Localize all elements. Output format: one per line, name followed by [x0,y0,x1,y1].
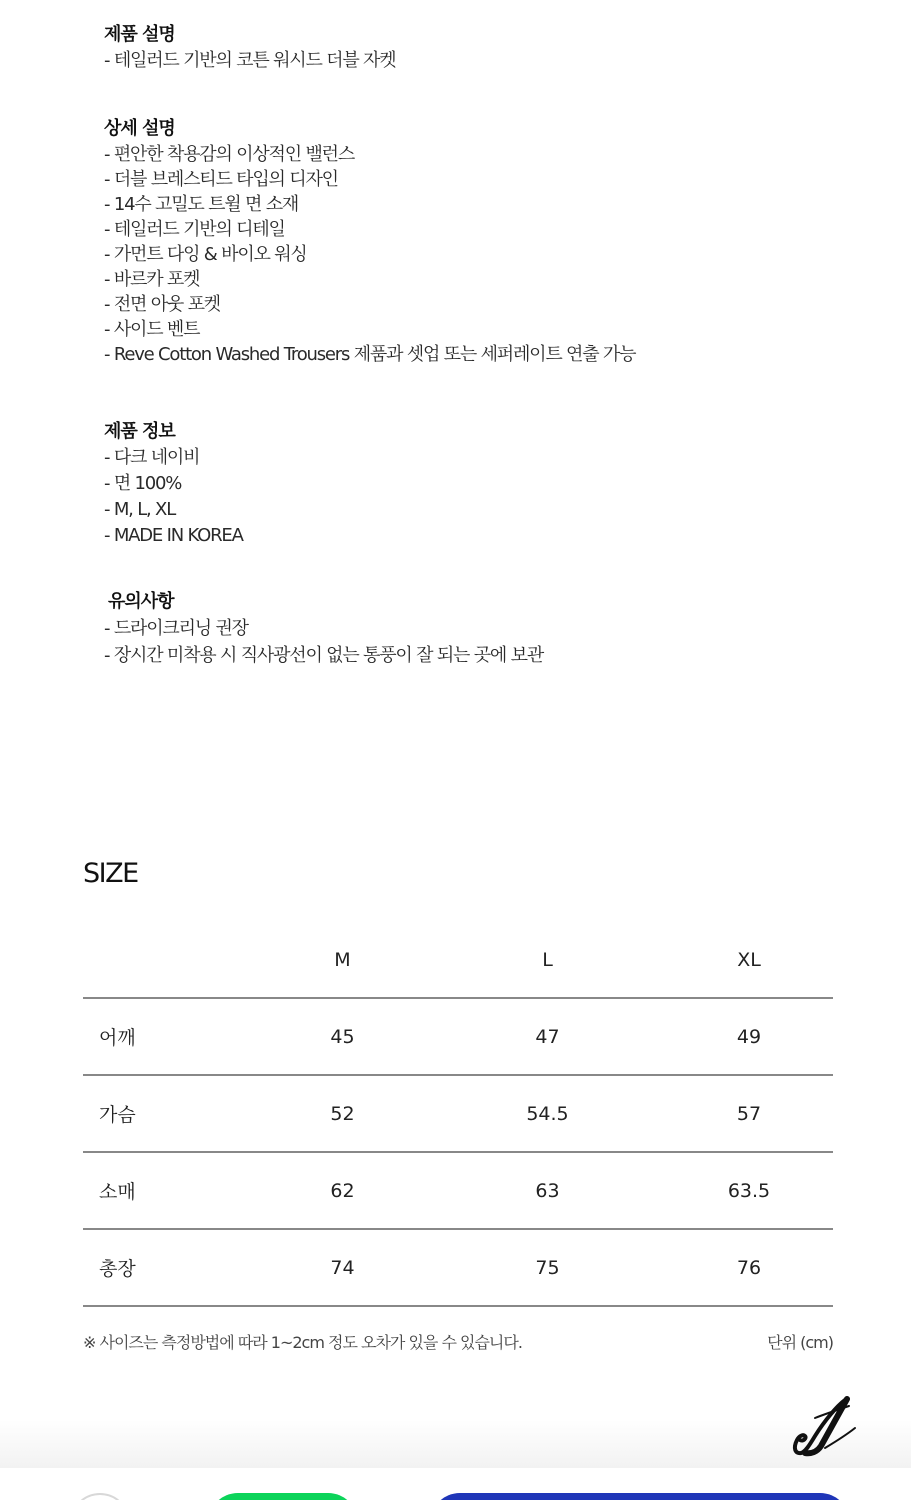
column-header-xl: XL [665,920,833,998]
list-item: - Reve Cotton Washed Trousers 제품과 셋업 또는 세퍼레이트 연출 가능 [104,344,636,365]
table-row [83,998,833,1075]
cell-value: 63 [430,1152,665,1229]
list-item: - MADE IN KOREA [104,525,243,546]
cell-value: 47 [430,998,665,1075]
measurement-disclaimer: ※ 사이즈는 측정방법에 따라 1~2cm 정도 오차가 있을 수 있습니다. [83,1333,522,1352]
circle-button[interactable] [70,1493,130,1500]
cell-value: 57 [665,1075,833,1152]
cell-value: 76 [665,1229,833,1306]
brand-logo-area [0,1380,911,1468]
row-label: 가슴 [83,1075,255,1152]
section-product-info [104,419,243,549]
list-item: - 편안한 착용감의 이상적인 밸런스 [104,144,355,165]
column-header-l: L [430,920,665,998]
list-item: - 바르카 포켓 [104,269,200,290]
green-button[interactable] [208,1493,358,1500]
column-header-blank [83,920,255,998]
section-title: 유의사항 [108,591,174,612]
list-item: - 드라이크리닝 권장 [104,618,248,639]
list-item: - 14수 고밀도 트윌 면 소재 [104,194,299,215]
list-item: - 사이드 벤트 [104,319,200,340]
table-row [83,1075,833,1152]
list-item: - 다크 네이비 [104,447,200,468]
list-item: - 가먼트 다잉 & 바이오 워싱 [104,244,307,265]
table-row [83,1152,833,1229]
script-s-signature-icon [785,1396,859,1458]
table-header-row [83,920,833,998]
cell-value: 62 [255,1152,430,1229]
section-title: 제품 정보 [104,421,175,442]
row-label: 어깨 [83,998,255,1075]
cell-value: 63.5 [665,1152,833,1229]
list-item: - M, L, XL [104,499,176,520]
section-title: 상세 설명 [104,118,175,139]
row-label: 총장 [83,1229,255,1306]
list-item: - 장시간 미착용 시 직사광선이 없는 통풍이 잘 되는 곳에 보관 [104,645,544,666]
list-item: - 테일러드 기반의 디테일 [104,219,285,240]
unit-label: 단위 (cm) [767,1333,833,1352]
blue-button[interactable] [430,1493,850,1500]
cell-value: 54.5 [430,1075,665,1152]
size-chart-table [83,920,833,1307]
table-row [83,1229,833,1306]
cell-value: 52 [255,1075,430,1152]
section-title: 제품 설명 [104,24,175,45]
size-chart-title: SIZE [83,858,138,889]
list-item: - 면 100% [104,473,182,494]
bottom-action-bar [0,1468,911,1500]
cell-value: 45 [255,998,430,1075]
list-item: - 테일러드 기반의 코튼 워시드 더블 자켓 [104,50,396,71]
cell-value: 75 [430,1229,665,1306]
cell-value: 49 [665,998,833,1075]
row-label: 소매 [83,1152,255,1229]
section-care-notes [104,589,544,669]
list-item: - 더블 브레스티드 타입의 디자인 [104,169,338,190]
size-notes [83,1330,833,1353]
section-details [104,116,635,367]
cell-value: 74 [255,1229,430,1306]
section-product-summary [104,22,395,73]
column-header-m: M [255,920,430,998]
list-item: - 전면 아웃 포켓 [104,294,220,315]
